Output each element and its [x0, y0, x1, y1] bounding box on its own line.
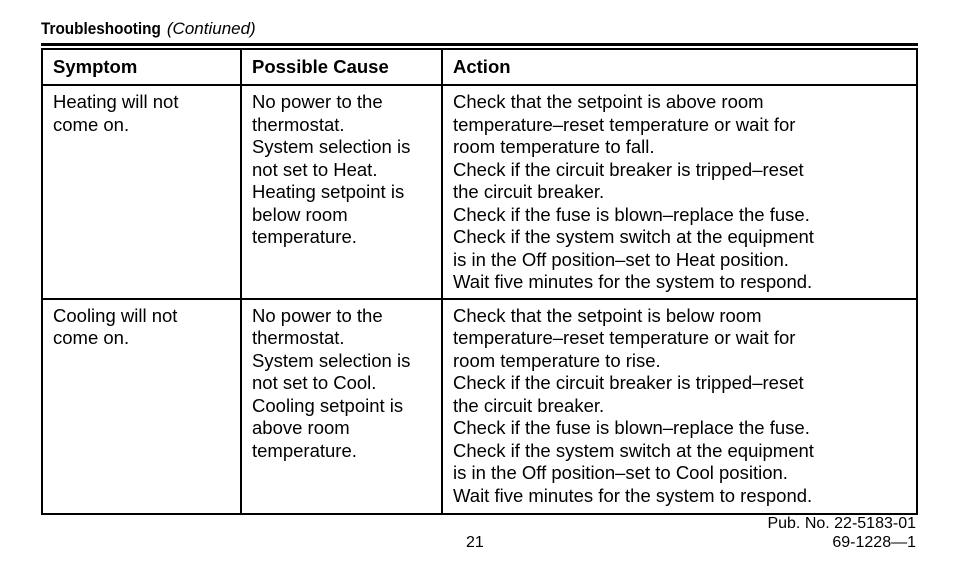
action-line: Check if the circuit breaker is tripped–reset: [453, 158, 804, 180]
action-line: Wait five minutes for the system to respond.: [453, 271, 813, 292]
action-line: Check if the system switch at the equipment: [453, 439, 814, 461]
table-row-cooling: [42, 299, 917, 514]
action-line: is in the Off position–set to Heat position.: [453, 248, 789, 270]
symptom-cell: [42, 299, 241, 514]
action-line: Check if the system switch at the equipment: [453, 226, 814, 247]
cause-line: No power to the: [252, 91, 383, 112]
page-number: 21: [466, 534, 484, 551]
cause-line: System selection is: [252, 349, 411, 371]
pub-number: Pub. No. 22-5183-01: [767, 515, 916, 532]
action-line: Check if the fuse is blown–replace the fuse.: [453, 417, 810, 438]
table-row-heating: [42, 85, 917, 299]
column-header-action: Action: [442, 49, 917, 85]
heading-rule: [41, 43, 918, 46]
action-line: Check that the setpoint is above room: [453, 91, 764, 112]
action-line: the circuit breaker.: [453, 394, 605, 416]
cause-line: above room: [252, 417, 350, 438]
cause-line: temperature.: [252, 226, 357, 247]
cause-cell: [241, 85, 442, 299]
action-line: Check if the fuse is blown–replace the fuse.: [453, 203, 810, 225]
action-line: Check if the circuit breaker is tripped–reset: [453, 372, 804, 393]
cause-line: No power to the: [252, 304, 383, 326]
section-title: Troubleshooting: [41, 19, 161, 38]
cause-line: Heating setpoint is: [252, 181, 405, 202]
symptom-line: Cooling will not: [53, 304, 178, 326]
action-line: room temperature to fall.: [453, 136, 655, 157]
symptom-line: come on.: [53, 113, 130, 135]
symptom-cell: [42, 85, 241, 299]
symptom-line: Heating will not: [53, 91, 179, 112]
action-line: is in the Off position–set to Cool position.: [453, 462, 788, 483]
cause-line: thermostat.: [252, 113, 345, 135]
cause-line: System selection is: [252, 136, 411, 157]
cause-line: Cooling setpoint is: [252, 394, 404, 416]
action-line: Check that the setpoint is below room: [453, 304, 762, 326]
column-header-symptom: Symptom: [42, 49, 241, 85]
cause-line: not set to Heat.: [252, 158, 378, 180]
troubleshooting-table: [41, 48, 918, 515]
cause-line: below room: [252, 203, 348, 225]
column-header-cause: Possible Cause: [241, 49, 442, 85]
cause-line: thermostat.: [252, 327, 345, 348]
action-line: the circuit breaker.: [453, 181, 605, 202]
symptom-line: come on.: [53, 327, 130, 348]
section-subtitle: (Contiuned): [166, 19, 256, 38]
action-cell: [442, 299, 917, 514]
cause-line: temperature.: [252, 439, 357, 461]
doc-number: 69-1228—1: [832, 534, 916, 551]
action-cell: [442, 85, 917, 299]
action-line: Wait five minutes for the system to respond.: [453, 484, 813, 506]
section-heading: [41, 18, 256, 40]
action-line: temperature–reset temperature or wait for: [453, 113, 796, 135]
action-line: temperature–reset temperature or wait for: [453, 327, 796, 348]
cause-cell: [241, 299, 442, 514]
table-header-row: [42, 49, 917, 85]
action-line: room temperature to rise.: [453, 349, 661, 371]
publication-info: [767, 514, 916, 552]
cause-line: not set to Cool.: [252, 372, 377, 393]
